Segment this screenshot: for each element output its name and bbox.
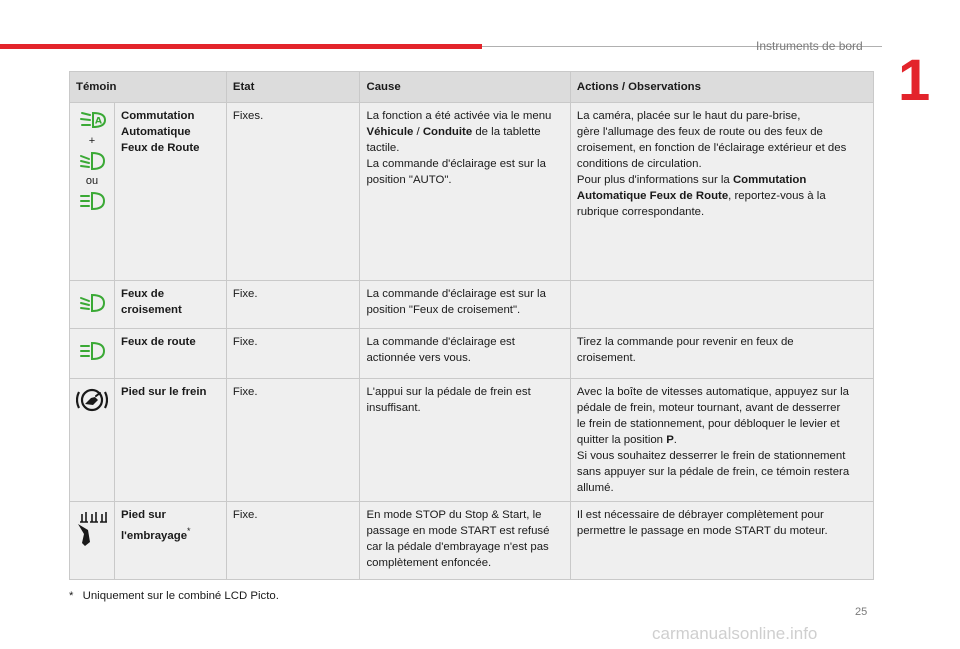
watermark: carmanualsonline.info (652, 624, 818, 643)
light-cause: La commande d'éclairage est sur la position "Feux de croisement". (360, 281, 570, 329)
light-name: Feux de croisement (115, 281, 227, 329)
light-cause: La fonction a été activée via le menu Véhicule / Conduite de la tablette tactile. La commande d'éclairage est sur la position "AUTO". (360, 103, 570, 281)
light-action: Il est nécessaire de débrayer complètement pour permettre le passage en mode START du moteur. (570, 502, 873, 580)
table-header-row (70, 72, 874, 103)
high-beam-icon (76, 339, 108, 363)
light-action: La caméra, placée sur le haut du pare-brise, gère l'allumage des feux de route ou des feux de croisement, en fonction de l'éclairage extérieur et des conditions de circulation. Pour plus d'informations sur la Commutation Automatique Feux de Route, reportez-vous à la rubrique correspondante. (570, 103, 873, 281)
footnote (69, 590, 279, 602)
footnote-marker: * (69, 590, 74, 602)
column-header-temoin: Témoin (70, 72, 227, 103)
light-state: Fixe. (226, 281, 360, 329)
light-cause: La commande d'éclairage est actionnée vers vous. (360, 329, 570, 379)
light-state: Fixe. (226, 502, 360, 580)
light-name: Pied sur l'embrayage* (115, 502, 227, 580)
table-row (70, 281, 874, 329)
icon-cell (70, 329, 115, 379)
icon-cell (70, 103, 115, 281)
low-beam-icon (78, 149, 106, 173)
light-cause: L'appui sur la pédale de frein est insuffisant. (360, 379, 570, 502)
light-state: Fixe. (226, 329, 360, 379)
light-action (570, 281, 873, 329)
low-beam-icon (76, 291, 108, 315)
icon-combine-plus: + (88, 135, 96, 147)
svg-text:A: A (95, 116, 102, 127)
column-header-actions: Actions / Observations (570, 72, 873, 103)
footnote-text: Uniquement sur le combiné LCD Picto. (82, 590, 279, 602)
table-row (70, 502, 874, 580)
column-header-etat: Etat (226, 72, 360, 103)
table-row (70, 103, 874, 281)
icon-cell (70, 379, 115, 502)
light-cause: En mode STOP du Stop & Start, le passage en mode START est refusé car la pédale d'embrayage n'est pas complètement enfoncée. (360, 502, 570, 580)
light-action: Avec la boîte de vitesses automatique, appuyez sur la pédale de frein, moteur tournant, avant de desserrer le frein de stationnement, pour débloquer le levier et quitter la position P. Si vous souhaitez desserrer le frein de stationnement sans appuyer sur la pédale de frein, ce témoin restera allumé. (570, 379, 873, 502)
light-name: Feux de route (115, 329, 227, 379)
light-name: Commutation Automatique Feux de Route (115, 103, 227, 281)
light-state: Fixe. (226, 379, 360, 502)
light-name: Pied sur le frein (115, 379, 227, 502)
icon-alt-ou: ou (85, 175, 99, 187)
chapter-number: 1 (898, 48, 931, 113)
section-title: Instruments de bord (756, 39, 863, 53)
light-action: Tirez la commande pour revenir en feux de croisement. (570, 329, 873, 379)
column-header-cause: Cause (360, 72, 570, 103)
light-state: Fixes. (226, 103, 360, 281)
table-row (70, 379, 874, 502)
table-row (70, 329, 874, 379)
warning-lights-table (69, 71, 874, 580)
icon-cell (70, 281, 115, 329)
page-number: 25 (855, 606, 868, 618)
clutch-foot-icon (76, 508, 108, 548)
brake-foot-icon (76, 385, 108, 415)
auto-beam-icon (78, 109, 106, 133)
high-beam-icon (78, 189, 106, 213)
icon-cell (70, 502, 115, 580)
header-accent-bar (0, 44, 482, 49)
